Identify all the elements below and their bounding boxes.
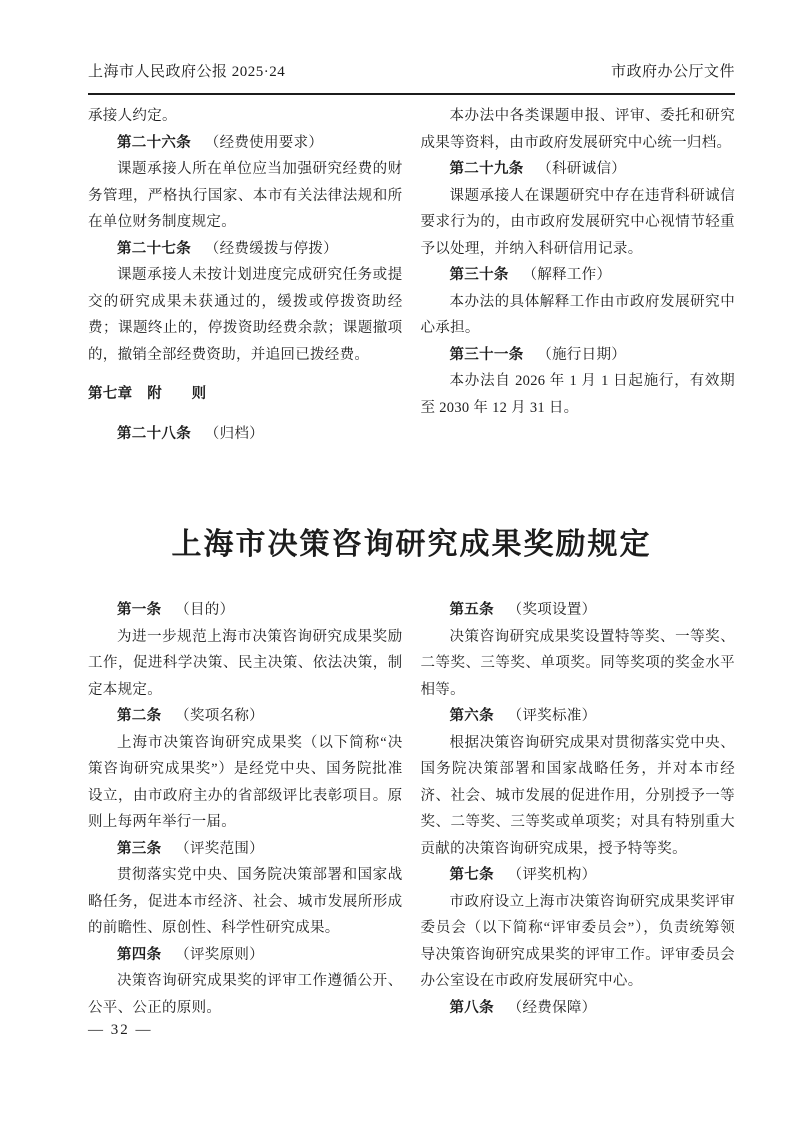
paragraph — [421, 262, 736, 289]
paragraph — [88, 968, 403, 1021]
article-number: 第四条 — [117, 946, 162, 963]
bottom-left-column — [88, 597, 403, 1021]
top-section — [88, 103, 735, 447]
page-header — [88, 60, 735, 95]
paragraph — [88, 262, 403, 368]
paragraph — [88, 103, 403, 130]
page-number: — 32 — — [88, 1022, 153, 1038]
paragraph — [88, 421, 403, 448]
paragraph — [88, 836, 403, 863]
paragraph — [421, 995, 736, 1022]
article-title: （评奖标准） — [507, 708, 597, 724]
article-title: （评奖范围） — [175, 840, 264, 857]
paragraph-text: 本办法中各类课题申报、评审、委托和研究成果等资料，由市政府发展研究中心统一归档。 — [420, 108, 735, 151]
article-title: （经费使用要求） — [204, 134, 324, 151]
article-number: 第二十八条 — [117, 425, 191, 442]
gazette-title: 上海市人民政府公报 2025·24 — [88, 64, 286, 80]
paragraph — [88, 156, 403, 236]
paragraph — [421, 624, 736, 704]
paragraph-text: 本办法的具体解释工作由市政府发展研究中心承担。 — [420, 293, 735, 336]
article-title: （评奖原则） — [175, 946, 264, 963]
article-number: 第一条 — [117, 602, 162, 618]
bottom-section — [88, 597, 735, 1021]
article-title: （奖项设置） — [507, 602, 597, 618]
paragraph — [421, 103, 736, 156]
article-number: 第三十条 — [449, 267, 509, 283]
article-number: 第三条 — [117, 840, 162, 857]
paragraph-text: 上海市决策咨询研究成果奖（以下简称“决策咨询研究成果奖”）是经党中央、国务院批准设立，由市政府主办的省部级评比表彰项目。原则上每两年举行一届。 — [88, 734, 403, 830]
article-title: （目的） — [175, 602, 235, 618]
paragraph — [421, 156, 736, 183]
paragraph-text: 课题承接人所在单位应当加强研究经费的财务管理，严格执行国家、本市有关法律法规和所在单位财务制度规定。 — [88, 161, 403, 230]
article-number: 第二十七条 — [117, 240, 191, 257]
paragraph — [88, 236, 403, 263]
paragraph-text: 决策咨询研究成果奖设置特等奖、一等奖、二等奖、三等奖、单项奖。同等奖项的奖金水平相等。 — [420, 628, 735, 698]
article-title: （经费缓拨与停拨） — [204, 240, 338, 257]
article-number: 第二十六条 — [117, 134, 191, 151]
article-title: （解释工作） — [522, 267, 612, 283]
paragraph-text: 课题承接人在课题研究中存在违背科研诚信要求行为的，由市政府发展研究中心视情节轻重予以处理，并纳入科研信用记录。 — [420, 187, 735, 257]
paragraph — [421, 597, 736, 624]
article-number: 第六条 — [449, 708, 494, 724]
article-number: 第二条 — [117, 708, 162, 724]
paragraph — [88, 942, 403, 969]
paragraph — [421, 703, 736, 730]
paragraph — [421, 183, 736, 263]
paragraph-text: 贯彻落实党中央、国务院决策部署和国家战略任务，促进本市经济、社会、城市发展所形成的前瞻性、原创性、科学性研究成果。 — [88, 867, 403, 936]
paragraph — [88, 862, 403, 942]
article-title: （评奖机构） — [507, 867, 597, 883]
paragraph — [421, 862, 736, 889]
paragraph-text: 根据决策咨询研究成果对贯彻落实党中央、国务院决策部署和国家战略任务，并对本市经济、社会、城市发展的促进作用，分别授予一等奖、二等奖、三等奖或单项奖；对具有特别重大贡献的决策咨询研究成果，授予特等奖。 — [420, 734, 735, 857]
paragraph — [88, 624, 403, 704]
article-title: （经费保障） — [507, 999, 597, 1016]
paragraph — [88, 703, 403, 730]
paragraph-text: 承接人约定。 — [88, 108, 177, 124]
article-title: （归档） — [204, 425, 264, 442]
paragraph — [88, 130, 403, 157]
paragraph — [421, 289, 736, 342]
paragraph-text: 第七章 附 则 — [88, 386, 207, 402]
top-left-column — [88, 103, 403, 447]
article-title: （奖项名称） — [175, 708, 264, 724]
paragraph — [88, 597, 403, 624]
article-number: 第二十九条 — [449, 161, 524, 177]
article-title: （施行日期） — [537, 346, 627, 363]
paragraph-text: 为进一步规范上海市决策咨询研究成果奖励工作，促进科学决策、民主决策、依法决策，制定本规定。 — [88, 628, 403, 698]
article-number: 第三十一条 — [449, 346, 524, 363]
bottom-right-column — [421, 597, 736, 1021]
paragraph — [88, 730, 403, 836]
top-right-column — [421, 103, 736, 447]
article-number: 第八条 — [449, 999, 494, 1016]
paragraph — [88, 381, 403, 408]
article-title: （科研诚信） — [537, 161, 627, 177]
paragraph-text: 课题承接人未按计划进度完成研究任务或提交的研究成果未获通过的，缓拨或停拨资助经费；课题终止的，停拨资助经费余款；课题撤项的，撤销全部经费资助，并追回已拨经费。 — [88, 267, 403, 363]
paragraph-text: 决策咨询研究成果奖的评审工作遵循公开、公平、公正的原则。 — [88, 973, 403, 1016]
paragraph — [421, 368, 736, 421]
article-number: 第七条 — [449, 867, 494, 883]
paragraph — [421, 730, 736, 863]
paragraph-text: 市政府设立上海市决策咨询研究成果奖评审委员会（以下简称“评审委员会”），负责统筹领导决策咨询研究成果奖的评审工作。评审委员会办公室设在市政府发展研究中心。 — [420, 893, 735, 989]
document-type-label: 市政府办公厅文件 — [610, 64, 735, 80]
regulation-title: 上海市决策咨询研究成果奖励规定 — [171, 528, 652, 561]
paragraph — [421, 342, 736, 369]
article-number: 第五条 — [449, 602, 494, 618]
paragraph-text: 本办法自 2026 年 1 月 1 日起施行，有效期至 2030 年 12 月 31 日。 — [420, 373, 735, 416]
paragraph — [421, 889, 736, 995]
